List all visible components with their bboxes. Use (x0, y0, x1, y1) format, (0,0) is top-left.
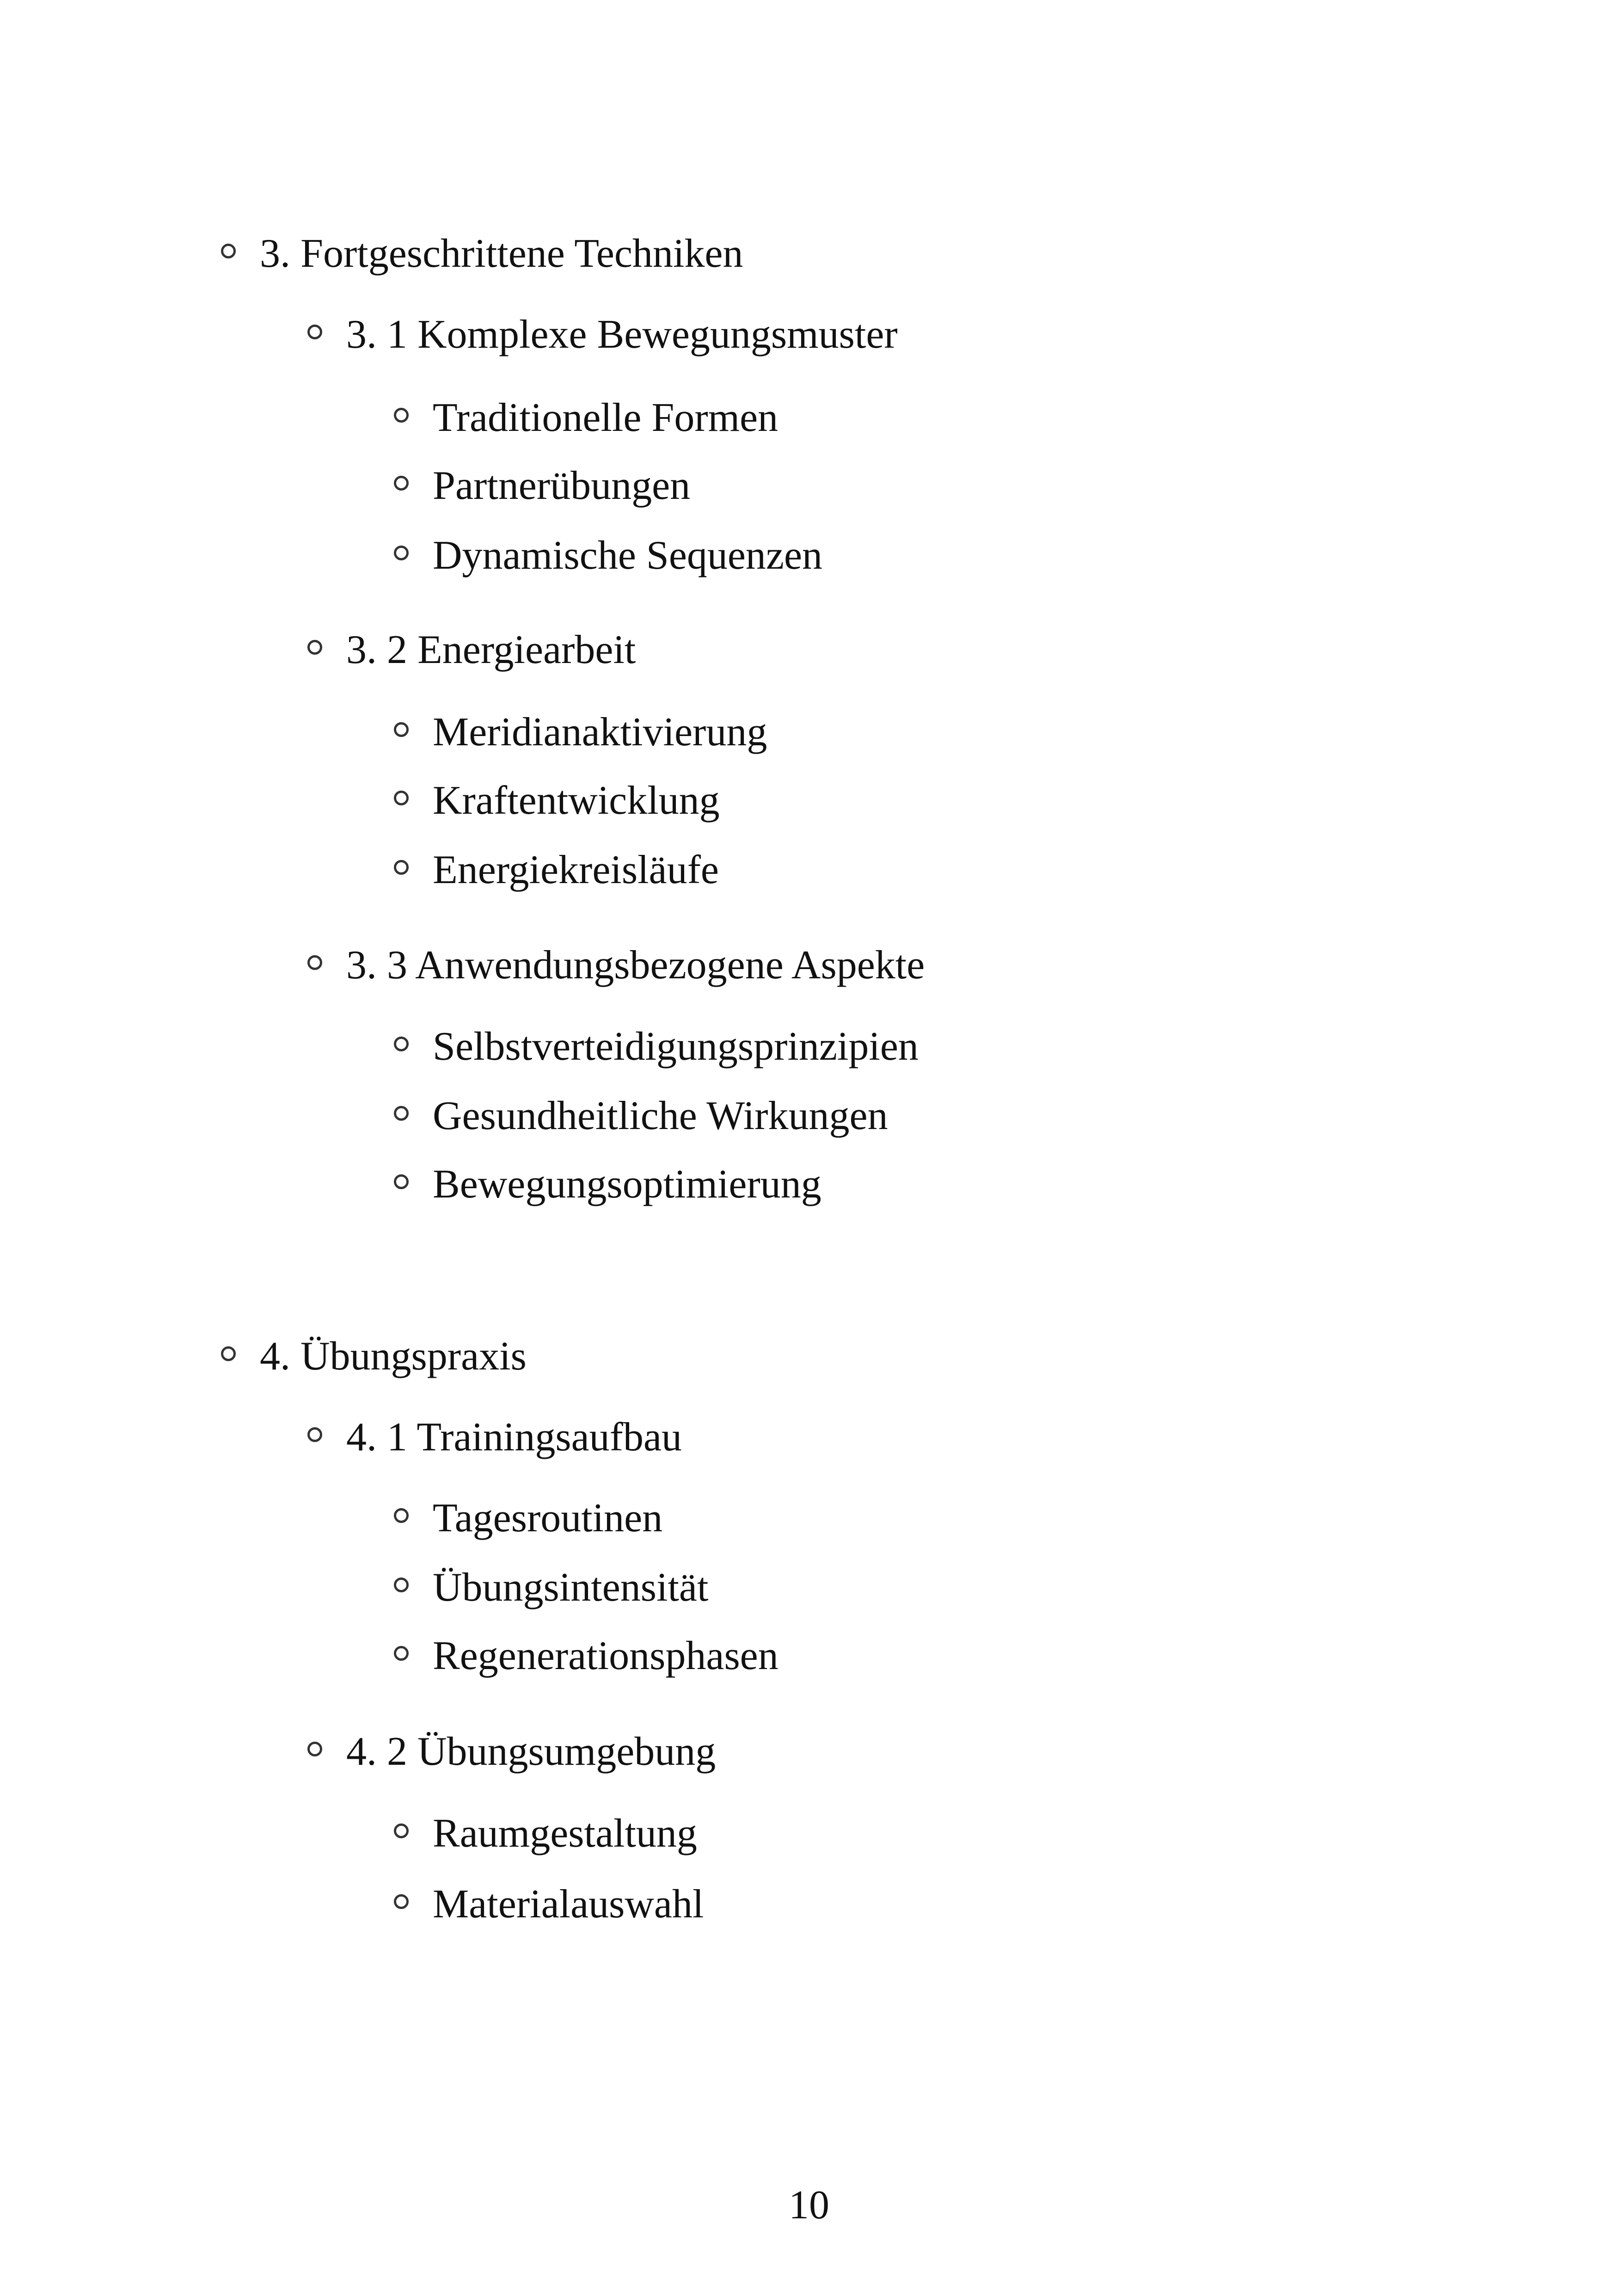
list-item (394, 1026, 919, 1067)
list-item-label: Kraftentwicklung (433, 778, 720, 823)
hollow-bullet-icon (307, 1742, 322, 1756)
hollow-bullet-icon (394, 476, 409, 491)
list-item (394, 1164, 821, 1205)
list-item (394, 712, 767, 753)
section-label: 3. Fortgeschrittene Techniken (260, 231, 743, 276)
list-item (394, 1093, 888, 1138)
section-heading (221, 1336, 527, 1377)
section-label: 4. Übungspraxis (260, 1334, 527, 1379)
subsection-label: 4. 2 Übungsumgebung (346, 1729, 716, 1774)
list-item-label: Partnerübungen (433, 463, 691, 508)
hollow-bullet-icon (394, 860, 409, 875)
subsection-heading (307, 314, 898, 355)
list-item-label: Traditionelle Formen (433, 395, 778, 440)
list-item-label: Selbstverteidigungsprinzipien (433, 1024, 919, 1069)
hollow-bullet-icon (394, 408, 409, 423)
list-item-label: Tagesroutinen (433, 1496, 663, 1541)
hollow-bullet-icon (394, 1174, 409, 1189)
list-item (394, 535, 822, 576)
hollow-bullet-icon (394, 791, 409, 805)
page-number: 10 (789, 2183, 829, 2228)
hollow-bullet-icon (394, 1037, 409, 1051)
list-item-label: Energiekreisläufe (433, 847, 719, 892)
subsection-label: 3. 2 Energiearbeit (346, 627, 636, 672)
hollow-bullet-icon (394, 722, 409, 737)
list-item (394, 463, 691, 508)
hollow-bullet-icon (394, 546, 409, 560)
list-item (394, 847, 719, 892)
section-heading (221, 233, 743, 274)
list-item-label: Materialauswahl (433, 1882, 704, 1927)
subsection-label: 3. 3 Anwendungsbezogene Aspekte (346, 943, 925, 988)
hollow-bullet-icon (307, 1427, 322, 1442)
list-item (394, 1633, 778, 1678)
hollow-bullet-icon (394, 1508, 409, 1523)
list-item-label: Bewegungsoptimierung (433, 1162, 821, 1207)
subsection-label: 3. 1 Komplexe Bewegungsmuster (346, 312, 898, 357)
hollow-bullet-icon (394, 1894, 409, 1909)
hollow-bullet-icon (394, 1646, 409, 1661)
subsection-heading (307, 1731, 716, 1772)
list-item (394, 1813, 697, 1854)
list-item (394, 1498, 662, 1539)
list-item (394, 780, 720, 821)
hollow-bullet-icon (307, 325, 322, 339)
list-item-label: Meridianaktivierung (433, 710, 767, 755)
list-item-label: Raumgestaltung (433, 1811, 697, 1856)
subsection-heading (307, 627, 636, 672)
list-item-label: Übungsintensität (433, 1565, 709, 1610)
hollow-bullet-icon (394, 1106, 409, 1121)
list-item (394, 1567, 708, 1608)
list-item (394, 395, 778, 440)
subsection-label: 4. 1 Trainingsaufbau (346, 1415, 682, 1460)
hollow-bullet-icon (307, 640, 322, 655)
subsection-heading (307, 1417, 682, 1458)
hollow-bullet-icon (307, 955, 322, 970)
list-item-label: Regenerationsphasen (433, 1633, 778, 1678)
hollow-bullet-icon (221, 1346, 236, 1361)
list-item (394, 1884, 704, 1925)
hollow-bullet-icon (394, 1823, 409, 1838)
list-item-label: Dynamische Sequenzen (433, 533, 823, 578)
list-item-label: Gesundheitliche Wirkungen (433, 1093, 888, 1138)
subsection-heading (307, 945, 925, 986)
hollow-bullet-icon (221, 244, 236, 258)
hollow-bullet-icon (394, 1578, 409, 1592)
